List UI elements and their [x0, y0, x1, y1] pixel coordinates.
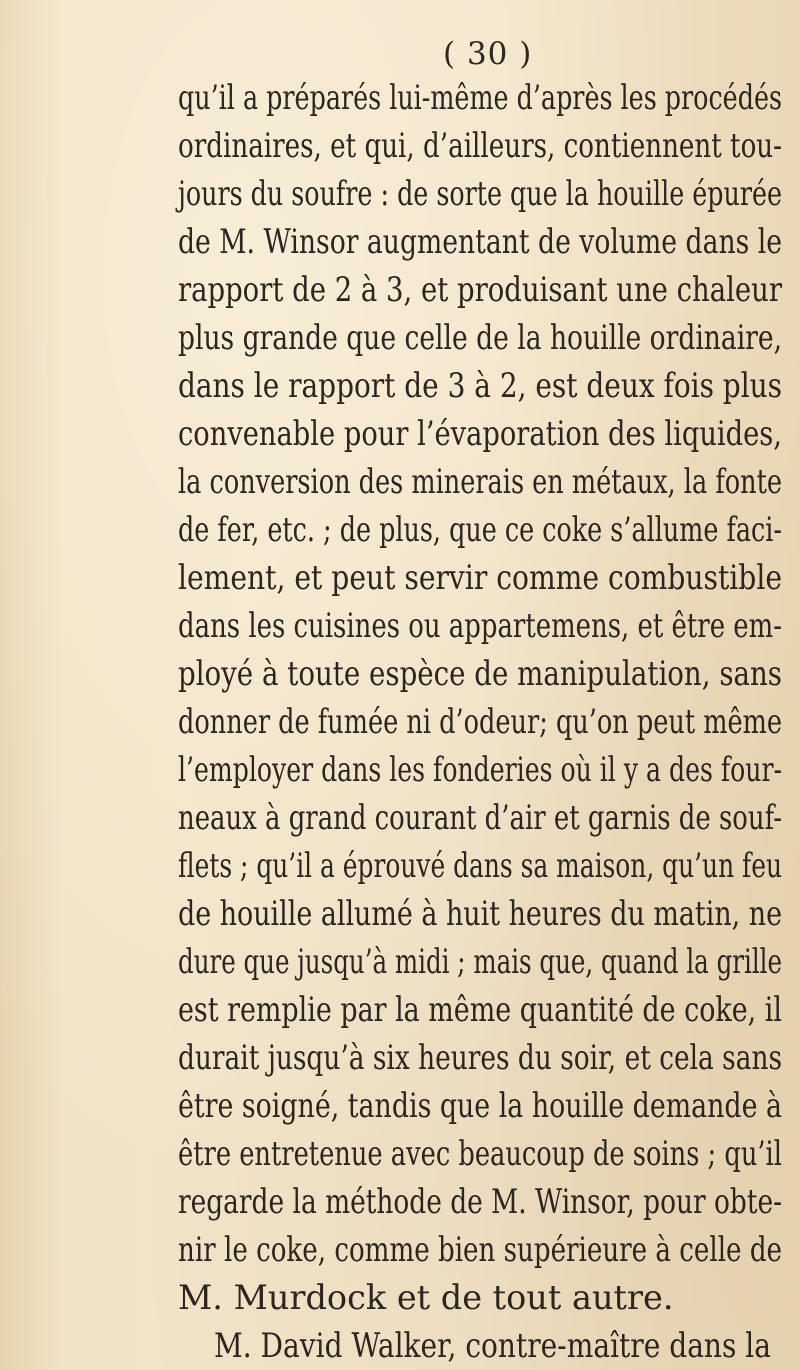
text-line: est remplie par la même quantité de coke, il	[178, 990, 782, 1029]
text-line: flets ; qu’il a éprouvé dans sa maison, qu’un feu	[178, 846, 782, 885]
text-line: regarde la méthode de M. Winsor, pour obte-	[178, 1182, 782, 1221]
text-line: donner de fumée ni d’odeur; qu’on peut même	[178, 702, 782, 741]
text-line: dure que jusqu’à midi ; mais que, quand la grille	[178, 942, 782, 981]
text-line: l’employer dans les fonderies où il y a des four-	[178, 750, 782, 789]
text-line: rapport de 2 à 3, et produisant une chaleur	[178, 270, 782, 309]
text-line: jours du soufre : de sorte que la houille épurée	[178, 174, 782, 213]
text-line: M. Murdock et de tout autre.	[178, 1278, 674, 1317]
text-line: de houille allumé à huit heures du matin, ne	[178, 894, 782, 933]
text-line: de M. Winsor augmentant de volume dans le	[178, 222, 782, 261]
text-line: ordinaires, et qui, d’ailleurs, contiennent tou-	[178, 126, 782, 165]
text-line: dans les cuisines ou appartemens, et être em-	[178, 606, 782, 645]
text-line: plus grande que celle de la houille ordinaire,	[178, 318, 782, 357]
page-number: ( 30 )	[443, 36, 533, 72]
text-line: la conversion des minerais en métaux, la fonte	[178, 462, 782, 501]
text-line: convenable pour l’évaporation des liquides,	[178, 414, 782, 453]
text-line: neaux à grand courant d’air et garnis de souf-	[178, 798, 782, 837]
text-line: ployé à toute espèce de manipulation, sans	[178, 654, 782, 693]
text-line: lement, et peut servir comme combustible	[178, 558, 782, 597]
text-line: durait jusqu’à six heures du soir, et cela sans	[178, 1038, 782, 1077]
text-line: nir le coke, comme bien supérieure à celle de	[178, 1230, 782, 1269]
text-line: M. David Walker, contre-maître dans la	[214, 1326, 771, 1365]
text-line: de fer, etc. ; de plus, que ce coke s’allume faci-	[178, 510, 782, 549]
text-line: qu’il a préparés lui-même d’après les procédés	[178, 78, 782, 117]
text-line: être entretenue avec beaucoup de soins ; qu’il	[178, 1134, 782, 1173]
text-line: être soigné, tandis que la houille demande à	[178, 1086, 782, 1125]
text-line: dans le rapport de 3 à 2, est deux fois plus	[178, 366, 782, 405]
